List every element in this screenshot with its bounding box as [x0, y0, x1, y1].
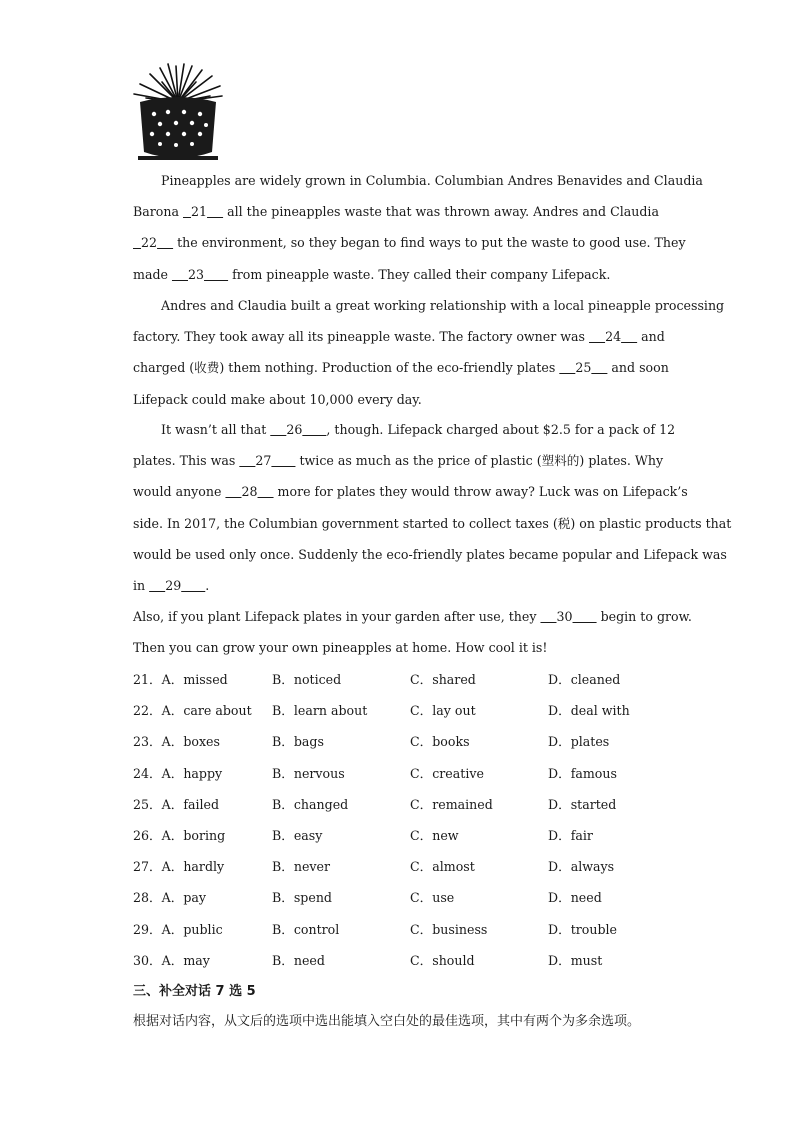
- option-a[interactable]: 26．A．boring: [133, 827, 226, 843]
- option-a[interactable]: 27．A．hardly: [133, 859, 225, 875]
- question-row-28: [133, 882, 673, 913]
- blank-24: 24: [605, 329, 622, 345]
- passage-line: in 29 .: [133, 570, 661, 601]
- option-d[interactable]: D．deal with: [548, 703, 630, 719]
- blank-21: 21: [191, 204, 208, 220]
- option-b[interactable]: B．noticed: [272, 672, 342, 687]
- passage-line: It wasn’t all that 26 , though. Lifepack charged about $2.5 for a pack of 12: [133, 414, 661, 445]
- passage-line: Andres and Claudia built a great working relationship with a local pineapple processing: [161, 298, 725, 313]
- blank-29: 29: [165, 577, 182, 593]
- option-a[interactable]: 23．A．boxes: [133, 734, 220, 750]
- option-a[interactable]: 25．A．failed: [133, 796, 220, 812]
- passage-line: 22 the environment, so they began to find ways to put the waste to good use. They: [133, 227, 661, 258]
- question-row-21: [133, 664, 673, 695]
- passage-paragraph-2: [133, 290, 725, 415]
- option-c[interactable]: C．lay out: [410, 703, 476, 719]
- option-d[interactable]: D．trouble: [548, 921, 618, 937]
- option-b[interactable]: B．spend: [272, 890, 332, 906]
- blank-26: 26: [286, 422, 303, 437]
- section-title: 三、补全对话 7 选 5: [133, 984, 256, 999]
- passage-line: Pineapples are widely grown in Columbia. Columbian Andres Benavides and Claudia: [161, 173, 703, 188]
- option-d[interactable]: D．fair: [548, 827, 593, 843]
- option-b[interactable]: B．control: [272, 921, 340, 937]
- passage-line: side. In 2017, the Columbian government started to collect taxes (税) on plastic products that: [133, 515, 732, 531]
- option-a[interactable]: 21．A．missed: [133, 672, 228, 687]
- blank-23: 23: [188, 266, 205, 282]
- option-b[interactable]: B．nervous: [272, 765, 345, 781]
- option-c[interactable]: C．creative: [410, 765, 484, 781]
- passage-line: Barona 21 all the pineapples waste that was thrown away. Andres and Claudia: [133, 196, 661, 227]
- passage-line: Also, if you plant Lifepack plates in your garden after use, they 30 begin to grow.: [133, 601, 661, 632]
- question-row-24: [133, 758, 673, 789]
- question-row-23: [133, 726, 673, 757]
- option-b[interactable]: B．easy: [272, 827, 323, 843]
- passage-line: factory. They took away all its pineapple waste. The factory owner was 24 and: [133, 321, 661, 352]
- option-b[interactable]: B．changed: [272, 796, 349, 812]
- passage-line: Lifepack could make about 10,000 every day.: [133, 391, 422, 407]
- question-row-22: [133, 695, 673, 726]
- option-a[interactable]: 30．A．may: [133, 952, 210, 968]
- pineapple-illustration: [132, 62, 224, 164]
- question-options-list: [133, 664, 673, 976]
- option-b[interactable]: B．need: [272, 952, 325, 968]
- passage-paragraph-3: [133, 414, 732, 601]
- option-d[interactable]: D．started: [548, 796, 617, 812]
- question-row-27: [133, 851, 673, 882]
- option-c[interactable]: C．almost: [410, 859, 475, 875]
- option-c[interactable]: C．new: [410, 827, 459, 843]
- blank-28: 28: [241, 484, 258, 500]
- question-row-26: [133, 820, 673, 851]
- blank-30: 30: [556, 609, 573, 624]
- question-row-30: [133, 945, 673, 976]
- passage-line: Then you can grow your own pineapples at home. How cool it is!: [133, 640, 548, 656]
- option-c[interactable]: C．books: [410, 734, 470, 750]
- option-a[interactable]: 28．A．pay: [133, 890, 206, 906]
- option-b[interactable]: B．never: [272, 859, 331, 875]
- passage-line: charged (收费) them nothing. Production of the eco-friendly plates 25 and soon: [133, 352, 661, 383]
- option-d[interactable]: D．plates: [548, 734, 610, 750]
- option-d[interactable]: D．need: [548, 890, 602, 906]
- blank-27: 27: [255, 453, 272, 469]
- option-d[interactable]: D．cleaned: [548, 672, 621, 687]
- passage-paragraph-4: [133, 601, 692, 663]
- option-b[interactable]: B．bags: [272, 734, 324, 750]
- option-a[interactable]: 29．A．public: [133, 921, 223, 937]
- option-c[interactable]: C．should: [410, 952, 475, 968]
- option-a[interactable]: 24．A．happy: [133, 765, 223, 781]
- option-c[interactable]: C．use: [410, 890, 455, 906]
- blank-22: 22: [141, 235, 158, 251]
- question-row-29: [133, 914, 673, 945]
- option-c[interactable]: C．shared: [410, 672, 476, 687]
- option-b[interactable]: B．learn about: [272, 703, 368, 719]
- passage-paragraph-1: [133, 165, 703, 290]
- passage-line: would be used only once. Suddenly the eco-friendly plates became popular and Lifepack was: [133, 546, 727, 562]
- option-c[interactable]: C．business: [410, 921, 488, 937]
- section-instructions: 根据对话内容，从文后的选项中选出能填入空白处的最佳选项，其中有两个为多余选项。: [133, 1014, 641, 1029]
- option-a[interactable]: 22．A．care about: [133, 703, 252, 719]
- option-d[interactable]: D．must: [548, 952, 603, 968]
- option-d[interactable]: D．always: [548, 859, 615, 875]
- passage-line: made 23 from pineapple waste. They called their company Lifepack.: [133, 259, 661, 290]
- option-d[interactable]: D．famous: [548, 765, 617, 781]
- question-row-25: [133, 789, 673, 820]
- option-c[interactable]: C．remained: [410, 796, 493, 812]
- blank-25: 25: [575, 360, 592, 376]
- passage-line: would anyone 28 more for plates they would throw away? Luck was on Lifepack’s: [133, 476, 661, 507]
- passage-line: plates. This was 27 twice as much as the price of plastic (塑料的) plates. Why: [133, 445, 661, 476]
